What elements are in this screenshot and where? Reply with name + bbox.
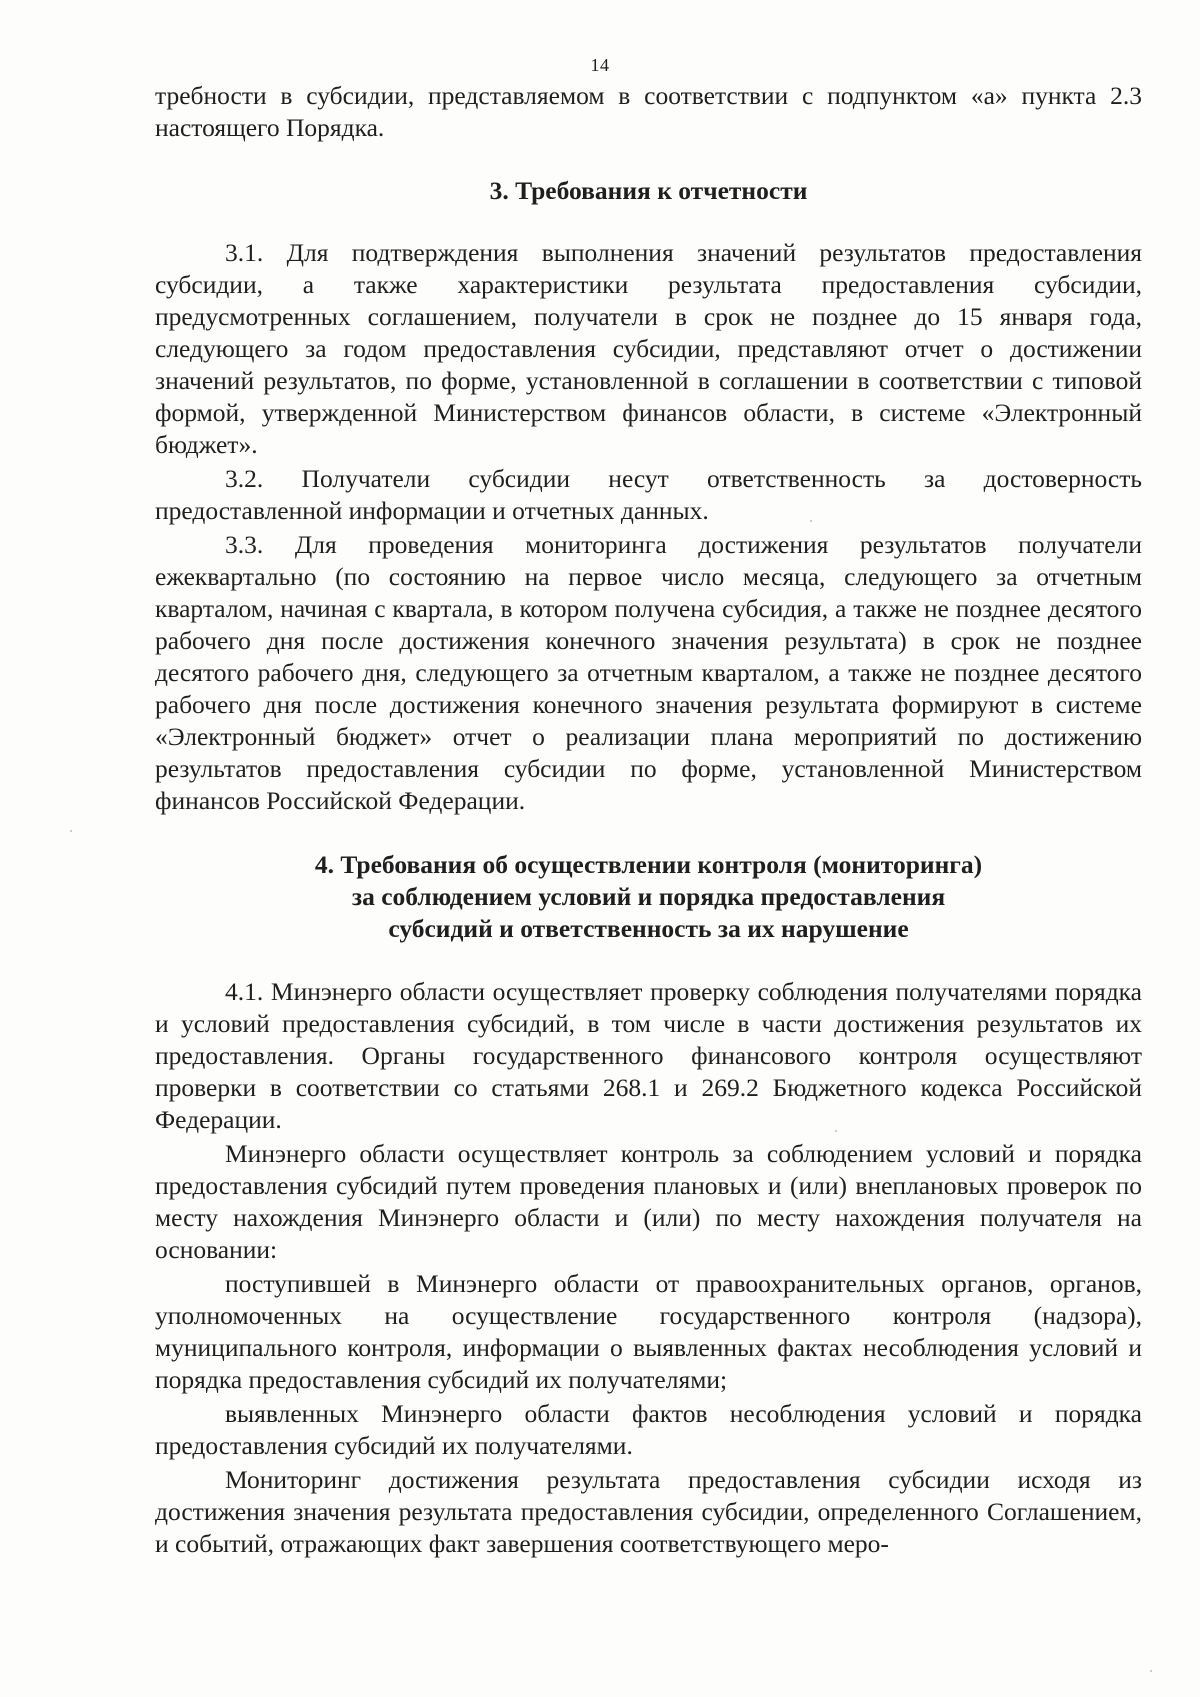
scan-speck: [810, 520, 812, 522]
document-body: [155, 80, 1142, 1560]
paragraph-3-1: 3.1. Для подтверждения выполнения значений результатов предоставления субсидии, а также характеристики результата предоставления субсидии, предусмотренных соглашением, получатели в срок не позднее до 15 января года, следующего за годом предоставления субсидии, представляют отчет о достижении значений результатов, по форме, установленной в соглашении в соответствии с типовой формой, утвержденной Министерством финансов области, в системе «Электронный бюджет».: [155, 238, 1142, 459]
scan-speck: [1150, 1670, 1152, 1672]
section-3-heading: 3. Требования к отчетности: [489, 176, 808, 205]
section-4-heading: [155, 849, 1142, 945]
paragraph-3-2: 3.2. Получатели субсидии несут ответственность за достоверность предоставленной информации и отчетных данных.: [155, 464, 1142, 525]
paragraph-4-1: 4.1. Минэнерго области осуществляет проверку соблюдения получателями порядка и условий предоставления субсидий, в том числе в части достижения результатов их предоставления. Органы государственного финансового контроля осуществляют проверки в соответствии со статьями 268.1 и 269.2 Бюджетного кодекса Российской Федерации.: [155, 977, 1142, 1134]
paragraph-3-3: 3.3. Для проведения мониторинга достижения результатов получатели ежеквартально (по состоянию на первое число месяца, следующего за отчетным кварталом, начиная с квартала, в котором получена субсидия, а также не позднее десятого рабочего дня после достижения конечного значения результата) в срок не позднее десятого рабочего дня, следующего за отчетным кварталом, а также не позднее десятого рабочего дня после достижения конечного значения результата формируют в системе «Электронный бюджет» отчет о реализации плана мероприятий по достижению результатов предоставления субсидии по форме, установленной Министерством финансов Российской Федерации.: [155, 530, 1142, 815]
paragraph-continuation: требности в субсидии, представляемом в соответствии с подпунктом «а» пункта 2.3 настоящего Порядка.: [155, 81, 1142, 142]
paragraph-4-monitoring: Мониторинг достижения результата предоставления субсидии исходя из достижения значения результата предоставления субсидии, определенного Соглашением, и событий, отражающих факт завершения соответствующего меро-: [155, 1465, 1142, 1558]
paragraph-4-basis-1: поступившей в Минэнерго области от правоохранительных органов, органов, уполномоченных на осуществление государственного контроля (надзора), муниципального контроля, информации о выявленных фактах несоблюдения условий и порядка предоставления субсидий их получателями;: [155, 1269, 1142, 1394]
paragraph-4-control: Минэнерго области осуществляет контроль за соблюдением условий и порядка предоставления субсидий путем проведения плановых и (или) внеплановых проверок по месту нахождения Минэнерго области и (или) по месту нахождения получателя на основании:: [155, 1139, 1142, 1264]
section-4-heading-line: 4. Требования об осуществлении контроля (мониторинга): [314, 850, 983, 879]
paragraph-4-basis-2: выявленных Минэнерго области фактов несоблюдения условий и порядка предоставления субсидий их получателями.: [155, 1399, 1142, 1460]
scan-speck: [835, 1130, 837, 1132]
section-4-heading-line: субсидий и ответственность за их нарушение: [388, 914, 909, 943]
page-number: 14: [590, 55, 610, 75]
scan-speck: [70, 830, 72, 832]
section-4-heading-line: за соблюдением условий и порядка предоставления: [351, 882, 946, 911]
